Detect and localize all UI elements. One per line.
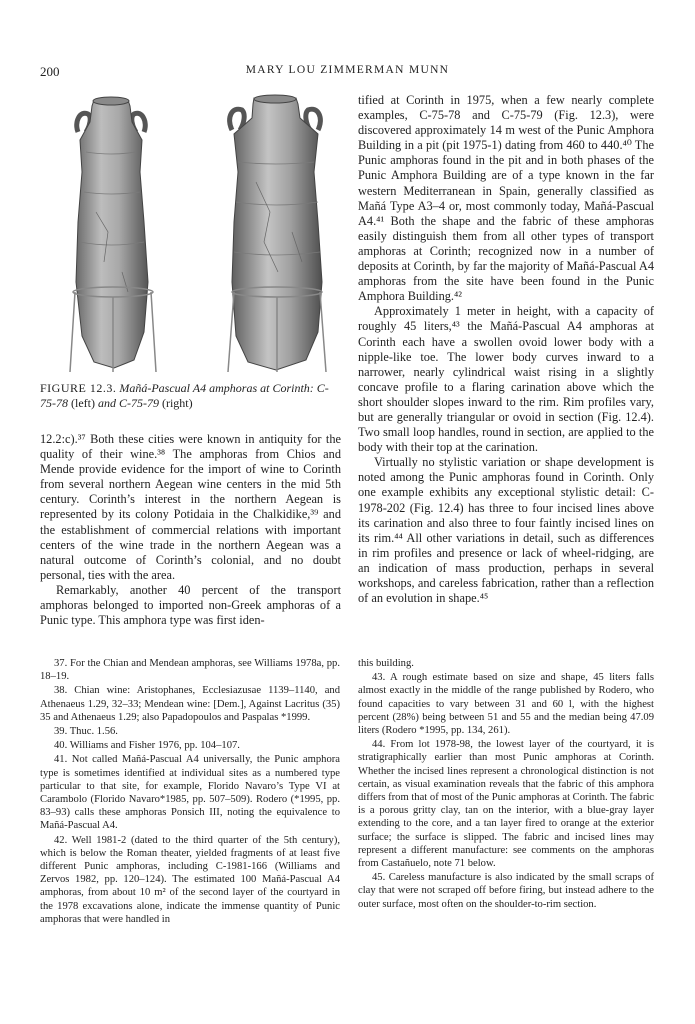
amphora-left <box>76 97 148 368</box>
body-paragraph: Approximately 1 meter in height, with a capacity of roughly 45 liters,⁴³ the Mañá-Pascual A4 amphoras at Corinth each have a swollen ovoid lower body with a nipple-like toe. The lower body curves inward to a narrower, nearly cylindrical waist rising in a slightly concave profile to a flaring carination above which the short shoulder slopes inward to the rim. Rim profiles vary, but are generally triangular or ovoid in section (Fig. 12.4). Two small loop handles, round in section, are applied to the body with their top at the carination. <box>358 304 654 455</box>
page-number: 200 <box>40 64 60 79</box>
footnote: 38. Chian wine: Aristophanes, Ecclesiazusae 1139–1140, and Athenaeus 1.29, 32–33; Mendean wine: [Dem.], Against Lacritus (35) 35 and Athenaeus 1.29; also Papadopoulos and Paspalas *1999. <box>40 685 340 723</box>
body-paragraph: tified at Corinth in 1975, when a few nearly complete examples, C-75-78 and C-75-79 (Fig. 12.3), were discovered approximately 14 m west of the Punic Amphora Building in a pit (pit 1975-1) dating from 460 to 440.⁴⁰ The Punic amphoras found in the pit and in both phases of the Punic Amphora Building are of a type known in the far western Mediterranean in Spain, generally classified as Mañá Type A3–4 or, most commonly today, Mañá-Pascual A4.⁴¹ Both the shape and the fabric of these amphoras easily distinguish them from all other types of transport amphoras at Corinth; recognized now in a number of deposits at Corinth, by far the majority of Mañá-Pascual A4 amphoras from the site have been found in the Punic Amphora Building.⁴² <box>358 93 654 304</box>
caption-and: and C-75-79 <box>97 396 159 410</box>
body-paragraph: Remarkably, another 40 percent of the transport amphoras belonged to imported non-Greek amphoras of a Punic type. This amphora type was first iden- <box>40 582 341 628</box>
footnote-continuation: this building. <box>358 658 414 669</box>
right-column-text <box>358 93 654 606</box>
footnote: 45. Careless manufacture is also indicated by the small scraps of clay that were not scraped off before firing, but instead adhere to the outer surface, most often on the shoulder-to-rim section. <box>358 872 654 910</box>
footnote: 37. For the Chian and Mendean amphoras, see Williams 1978a, pp. 18–19. <box>40 658 340 683</box>
caption-left: (left) <box>68 396 98 410</box>
footnote: 40. Williams and Fisher 1976, pp. 104–107. <box>54 740 240 752</box>
amphora-right <box>230 95 322 370</box>
left-column-text <box>40 432 341 628</box>
body-paragraph: Virtually no stylistic variation or shape development is noted among the Punic amphoras found in Corinth. Only one example exhibits any exceptional stylistic detail: C-1978-202 (Fig. 12.4) has three to four incised lines above its carination and also three to four faintly incised lines on its rim.⁴⁴ All other variations in detail, such as differences in rim profiles and presence or lack of wheel-ridging, are an indication of mass production, perhaps in several workshops, and careless fabrication, rather than a reflection of an evolution in shape.⁴⁵ <box>358 455 654 606</box>
footnote: 42. Well 1981-2 (dated to the third quarter of the 5th century), which is below the Roman theater, yielded fragments of at least five different Punic amphoras, including C-1981-166 (Williams and Zervos 1982, pp. 120–124). The estimated 100 Mañá-Pascual A4 amphoras, from about 10 m² of the second layer of the courtyard in the 1978 excavations alone, indicate the immense quantity of Punic amphoras that were handled in <box>40 834 340 925</box>
footnote: 44. From lot 1978-98, the lowest layer of the courtyard, it is stratigraphically earlier than most Punic amphoras at Corinth. Whether the incised lines represent a chronological distinction is not certain, as visual examination reveals that the fabric of this amphora differs from that of most of the Punic amphoras at Corinth. The fabric is a porous gritty clay, tan on the interior, with a blue-gray layer extending to the core, and a tan layer fired to orange at the exterior surface; the surface is slipped. The fabric and incised lines may represent a different manufacture: see comments on the amphoras from Castañuelo, note 71 below. <box>358 739 654 870</box>
footnotes-right <box>358 657 654 912</box>
amphora-photograph <box>56 92 344 374</box>
running-head: MARY LOU ZIMMERMAN MUNN <box>245 64 450 76</box>
caption-label: FIGURE 12.3. <box>40 381 117 395</box>
footnote: 43. A rough estimate based on size and shape, 45 liters falls almost exactly in the middle of the range published by Rodero, who found capacities to vary between 31 and 60 l, with the highest percent (28%) being between 51 and 55 and the median being 47.09 liters (Rodero *1995, pp. 134, 261). <box>358 672 654 737</box>
figure-caption <box>40 381 340 411</box>
caption-title: Mañá-Pascual A4 amphoras at Corinth: C-75-78 <box>40 381 329 410</box>
footnotes-left <box>40 657 340 927</box>
footnote: 41. Not called Mañá-Pascual A4 universally, the Punic amphora type is sometimes identified at individual sites as a numbered type particular to that site, for example, Florido Navaro’s Type VI at Carambolo (Florido Navaro*1985, pp. 507–509). Rodero (*1995, pp. 83–93) calls these amphoras Ponsich III, noting the equivalence to Mañá-Pascual A4. <box>40 754 340 832</box>
caption-right: (right) <box>158 396 193 410</box>
body-paragraph: 12.2:c).³⁷ Both these cities were known in antiquity for the quality of their wine.³⁸ The amphoras from Chios and Mende provide evidence for the import of wine to Corinth from several northern Aegean wine centers in the mid 5th century. Corinth’s interest in the northern Aegean is represented by its colony Potidaia in the Chalkidike,³⁹ and the establishment of commercial relations with important centers of the wine trade in the northern Aegean was a natural outcome of Corinth’s colonial, and no doubt personal, ties with the area. <box>40 432 341 582</box>
footnote: 39. Thuc. 1.56. <box>54 726 118 738</box>
